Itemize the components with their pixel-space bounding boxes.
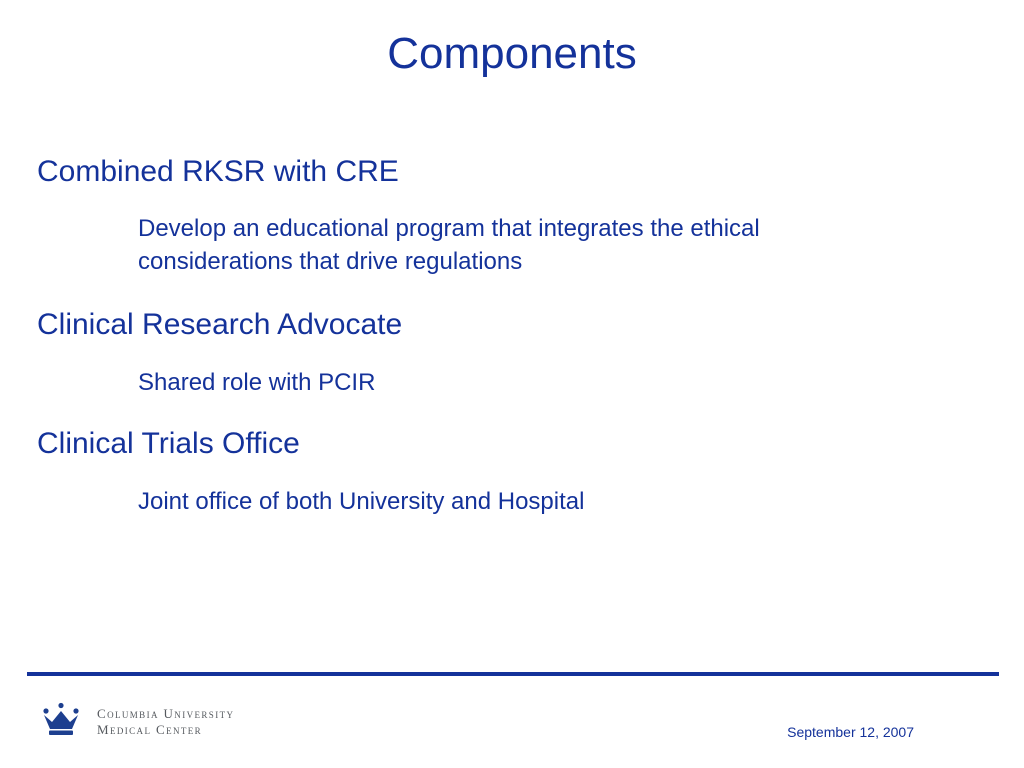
bullet-detail-rksr-cre: Develop an educational program that integrates the ethical considerations that drive regulations	[138, 215, 760, 275]
footer-date: September 12, 2007	[787, 724, 914, 740]
bullet-detail-research-advocate: Shared role with PCIR	[138, 369, 376, 396]
logo-wordmark	[97, 706, 234, 738]
footer-divider	[27, 672, 999, 676]
logo-line-university: Columbia University	[97, 706, 235, 721]
bullet-heading-rksr-cre: Combined RKSR with CRE	[37, 155, 399, 188]
slide-title: Components	[387, 29, 637, 78]
bullet-detail-trials-office: Joint office of both University and Hospital	[138, 488, 585, 515]
bullet-heading-trials-office: Clinical Trials Office	[37, 427, 300, 460]
logo-line-medical-center: Medical Center	[97, 722, 203, 737]
columbia-logo	[40, 702, 280, 742]
crown-icon	[40, 702, 82, 738]
bullet-heading-research-advocate: Clinical Research Advocate	[37, 308, 403, 341]
